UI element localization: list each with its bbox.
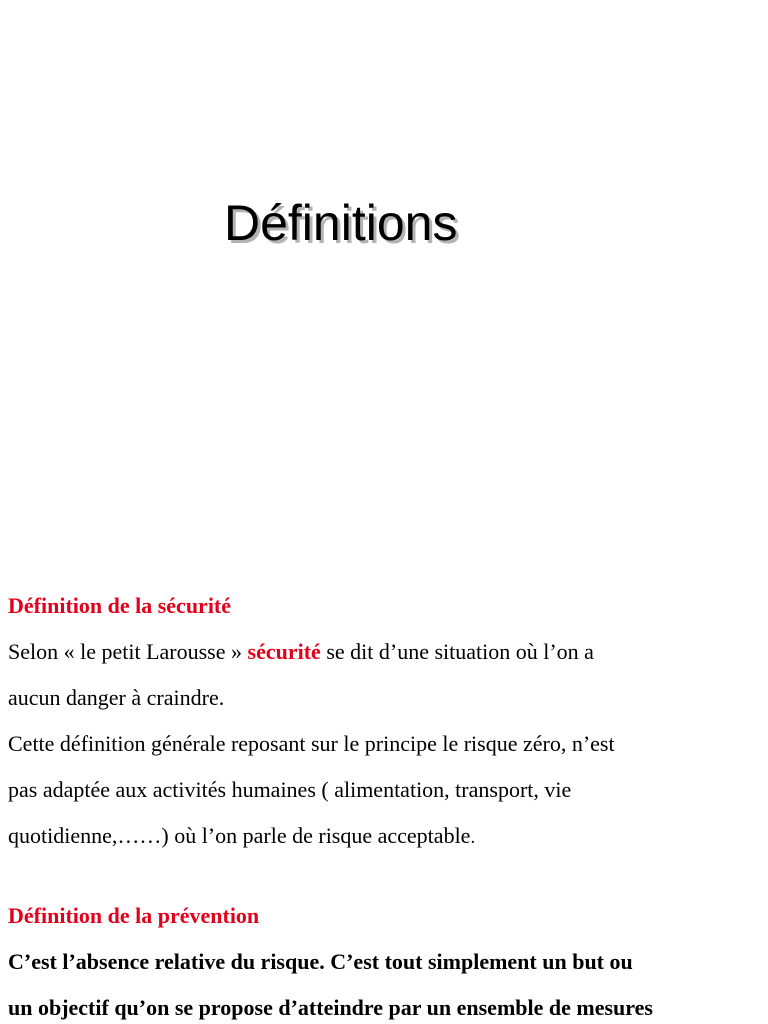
document-body [8, 590, 763, 1024]
text-segment: se dit d’une situation où l’on a [320, 639, 594, 664]
page-title: Définitions [224, 195, 458, 251]
section-spacer [8, 866, 763, 900]
paragraph-line: un objectif qu’on se propose d’atteindre par un ensemble de mesures [8, 995, 653, 1020]
section-heading-prevention: Définition de la prévention [8, 903, 260, 928]
highlighted-term: sécurité [247, 639, 321, 664]
paragraph-line: C’est l’absence relative du risque. C’est tout simplement un but ou [8, 949, 633, 974]
text-segment: . [470, 827, 476, 848]
paragraph-line: pas adaptée aux activités humaines ( alimentation, transport, vie [8, 777, 572, 802]
section-heading-securite: Définition de la sécurité [8, 593, 232, 618]
paragraph-line: Cette définition générale reposant sur le principe le risque zéro, n’est [8, 731, 615, 756]
paragraph-line: aucun danger à craindre. [8, 685, 225, 710]
paragraph-line [8, 636, 763, 682]
text-segment: Selon « le petit Larousse » [8, 639, 248, 664]
text-segment: quotidienne,……) où l’on parle de risque acceptable [8, 823, 471, 848]
paragraph-line [8, 820, 763, 866]
